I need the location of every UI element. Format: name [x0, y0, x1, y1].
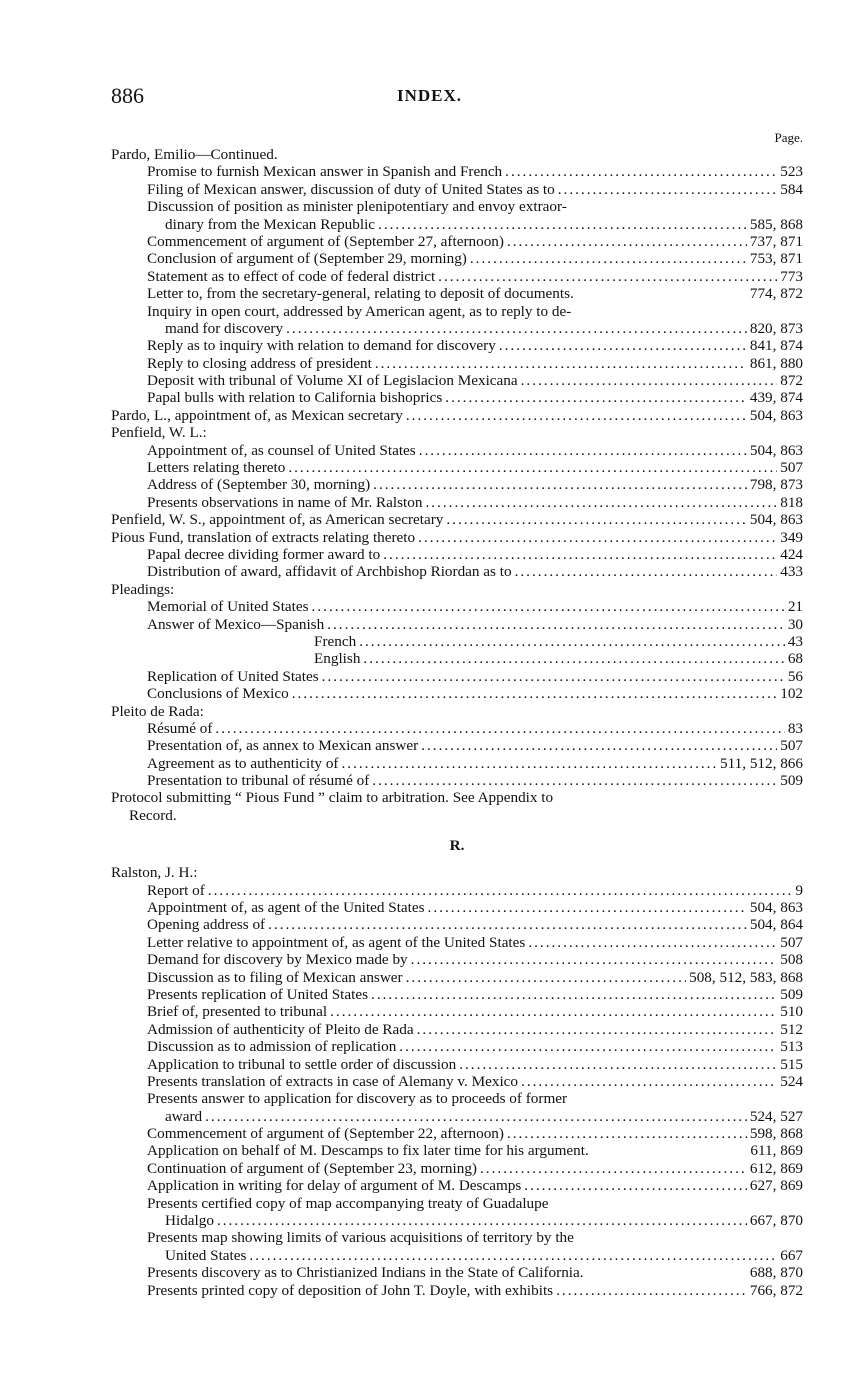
index-entry [111, 1177, 803, 1194]
index-entry [111, 916, 803, 933]
entry-page: 513 [780, 1038, 803, 1056]
entry-page: 439, 874 [749, 389, 803, 407]
leader-dots [521, 1073, 777, 1090]
entry-page: 509 [780, 772, 803, 790]
entry-page: 30 [787, 615, 803, 633]
index-entry [111, 198, 803, 215]
leader-dots [419, 442, 747, 459]
entry-text: Agreement as to authenticity of [147, 754, 339, 772]
leader-dots [470, 250, 747, 267]
index-entry [111, 934, 803, 951]
entry-page: 504, 863 [749, 511, 803, 529]
entry-page: 585, 868 [749, 215, 803, 233]
entry-page: 515 [780, 1055, 803, 1073]
entry-text: Papal bulls with relation to California bishoprics [147, 389, 443, 407]
leader-dots [521, 372, 778, 389]
entry-text: Presents printed copy of deposition of John T. Doyle, with exhibits [147, 1281, 554, 1299]
entry-page: 523 [780, 163, 803, 181]
entry-text: Admission of authenticity of Pleito de Rada [147, 1020, 414, 1038]
entry-page: 511, 512, 866 [720, 754, 803, 772]
index-entry [111, 1108, 803, 1125]
entry-text: Letter relative to appointment of, as agent of the United States [147, 933, 526, 951]
entry-page: 56 [787, 667, 803, 685]
entry-page: 424 [780, 545, 803, 563]
entry-text: Presentation of, as annex to Mexican answer [147, 737, 419, 755]
entry-page: 507 [780, 459, 803, 477]
leader-dots [558, 181, 778, 198]
leader-dots [515, 563, 778, 580]
index-entry [111, 668, 803, 685]
index-entry [111, 1056, 803, 1073]
index-entry [111, 529, 803, 546]
index-entry [111, 969, 803, 986]
index-entry [111, 546, 803, 563]
entry-text: Deposit with tribunal of Volume XI of Legislacion Mexicana [147, 372, 518, 390]
entry-text: Presents map showing limits of various acquisitions of territory by the [147, 1229, 574, 1247]
index-entry [111, 233, 803, 250]
entry-page: 753, 871 [749, 250, 803, 268]
entry-page: 841, 874 [749, 337, 803, 355]
entry-text: Commencement of argument of (September 27, afternoon) [147, 232, 504, 250]
index-entry [111, 494, 803, 511]
leader-dots [312, 598, 785, 615]
leader-dots [528, 934, 777, 951]
entry-text: Application to tribunal to settle order of discussion [147, 1055, 457, 1073]
index-entry [111, 320, 803, 337]
entry-page: 509 [780, 985, 803, 1003]
index-list-r [111, 864, 803, 1299]
index-entry [111, 616, 803, 633]
index-entry [111, 146, 803, 163]
entry-text: Presents answer to application for discovery as to proceeds of former [147, 1090, 568, 1108]
entry-text: Demand for discovery by Mexico made by [147, 951, 408, 969]
entry-text: Penfield, W. L.: [111, 424, 207, 442]
entry-text: Memorial of United States [147, 598, 309, 616]
leader-dots [418, 529, 777, 546]
index-entry [111, 1038, 803, 1055]
entry-page: 507 [780, 933, 803, 951]
index-entry [111, 1142, 803, 1159]
leader-dots [446, 511, 746, 528]
index-entry [111, 772, 803, 789]
index-entry [111, 163, 803, 180]
entry-page: 102 [780, 685, 803, 703]
leader-dots [322, 668, 785, 685]
entry-page: 9 [795, 881, 803, 899]
entry-text: dinary from the Mexican Republic [165, 215, 376, 233]
entry-page: 508, 512, 583, 868 [689, 968, 803, 986]
leader-dots [399, 1038, 777, 1055]
entry-text: Pious Fund, translation of extracts relating thereto [111, 528, 416, 546]
leader-dots [378, 216, 747, 233]
index-list-p [111, 146, 803, 824]
index-entry [111, 303, 803, 320]
index-entry [111, 650, 803, 667]
entry-page: 774, 872 [749, 285, 803, 303]
entry-page: 737, 871 [749, 232, 803, 250]
leader-dots [417, 1021, 778, 1038]
entry-text: Filing of Mexican answer, discussion of duty of United States as to [147, 180, 555, 198]
entry-page: 872 [780, 372, 803, 390]
index-entry [111, 1195, 803, 1212]
leader-dots [507, 1125, 747, 1142]
leader-dots [268, 916, 747, 933]
leader-dots [217, 1212, 747, 1229]
entry-page: 524, 527 [749, 1107, 803, 1125]
entry-page: 349 [780, 528, 803, 546]
entry-text: mand for discovery [165, 319, 284, 337]
entry-text: Presents observations in name of Mr. Ralston [147, 493, 423, 511]
entry-page: 584 [780, 180, 803, 198]
entry-text: Record. [129, 806, 177, 824]
leader-dots [556, 1282, 747, 1299]
index-entry [111, 442, 803, 459]
index-body [111, 146, 803, 1299]
entry-text: Penfield, W. S., appointment of, as American secretary [111, 511, 444, 529]
leader-dots [507, 233, 747, 250]
leader-dots [288, 459, 777, 476]
entry-text: Appointment of, as agent of the United States [147, 899, 425, 917]
index-entry [111, 424, 803, 441]
entry-text: Presents certified copy of map accompanying treaty of Guadalupe [147, 1194, 549, 1212]
index-entry [111, 703, 803, 720]
leader-dots [205, 1108, 747, 1125]
entry-page: 627, 869 [749, 1177, 803, 1195]
entry-text: United States [165, 1246, 247, 1264]
entry-page: 611, 869 [750, 1142, 803, 1160]
entry-text: Discussion of position as minister plenipotentiary and envoy extraor- [147, 198, 567, 216]
index-entry [111, 1125, 803, 1142]
index-entry [111, 1090, 803, 1107]
index-entry [111, 285, 803, 302]
leader-dots [327, 616, 785, 633]
entry-page: 798, 873 [749, 476, 803, 494]
entry-page: 667 [780, 1246, 803, 1264]
index-entry [111, 476, 803, 493]
entry-page: 612, 869 [749, 1159, 803, 1177]
entry-text: Ralston, J. H.: [111, 864, 198, 882]
leader-dots [330, 1003, 777, 1020]
leader-dots [286, 320, 747, 337]
entry-text: Discussion as to filing of Mexican answer [147, 968, 403, 986]
index-entry [111, 355, 803, 372]
entry-page: 508 [780, 951, 803, 969]
page-number: 886 [111, 83, 144, 108]
index-entry [111, 882, 803, 899]
entry-text: Continuation of argument of (September 23, morning) [147, 1159, 477, 1177]
index-entry [111, 337, 803, 354]
index-entry [111, 1160, 803, 1177]
entry-text: Résumé of [147, 719, 213, 737]
section-letter: R. [449, 837, 465, 855]
entry-page: 504, 863 [749, 441, 803, 459]
index-entry [111, 720, 803, 737]
entry-text: Reply to closing address of president [147, 354, 372, 372]
index-entry [111, 216, 803, 233]
entry-text: Appointment of, as counsel of United States [147, 441, 416, 459]
entry-text: Presents replication of United States [147, 985, 369, 1003]
index-entry [111, 1229, 803, 1246]
index-entry [111, 1212, 803, 1229]
entry-page: 83 [787, 719, 803, 737]
entry-page: 773 [780, 267, 803, 285]
entry-text: Presents discovery as to Christianized Indians in the State of California. [147, 1264, 584, 1282]
index-entry [111, 1247, 803, 1264]
leader-dots [363, 650, 784, 667]
entry-page: 510 [780, 1003, 803, 1021]
entry-text: Conclusions of Mexico [147, 685, 289, 703]
index-entry [111, 407, 803, 424]
index-entry [111, 633, 803, 650]
leader-dots [383, 546, 777, 563]
entry-text: English [314, 650, 361, 668]
entry-page: 667, 870 [749, 1212, 803, 1230]
entry-text: Replication of United States [147, 667, 319, 685]
entry-text: Application in writing for delay of argument of M. Descamps [147, 1177, 522, 1195]
entry-text: Distribution of award, affidavit of Archbishop Riordan as to [147, 563, 512, 581]
entry-page: 507 [780, 737, 803, 755]
entry-text: Report of [147, 881, 205, 899]
leader-dots [428, 899, 747, 916]
leader-dots [524, 1177, 747, 1194]
entry-text: Pleadings: [111, 580, 175, 598]
entry-page: 820, 873 [749, 319, 803, 337]
entry-page: 598, 868 [749, 1125, 803, 1143]
index-entry [111, 986, 803, 1003]
index-entry [111, 268, 803, 285]
entry-text: French [314, 632, 357, 650]
entry-text: Discussion as to admission of replication [147, 1038, 397, 1056]
entry-text: Letter to, from the secretary-general, relating to deposit of documents. [147, 285, 574, 303]
entry-page: 861, 880 [749, 354, 803, 372]
entry-text: Application on behalf of M. Descamps to fix later time for his argument. [147, 1142, 589, 1160]
entry-text: Reply as to inquiry with relation to demand for discovery [147, 337, 496, 355]
leader-dots [359, 633, 785, 650]
entry-text: Papal decree dividing former award to [147, 545, 381, 563]
index-entry [111, 181, 803, 198]
entry-text: Address of (September 30, morning) [147, 476, 371, 494]
entry-text: Promise to furnish Mexican answer in Spanish and French [147, 163, 503, 181]
leader-dots [459, 1056, 777, 1073]
entry-text: Pardo, Emilio—Continued. [111, 146, 278, 163]
entry-text: Hidalgo [165, 1212, 214, 1230]
index-entry [111, 1073, 803, 1090]
index-entry [111, 1021, 803, 1038]
entry-text: Presentation to tribunal of résumé of [147, 772, 370, 790]
entry-text: Answer of Mexico—Spanish [147, 615, 325, 633]
leader-dots [375, 355, 747, 372]
index-entry [111, 372, 803, 389]
index-entry [111, 250, 803, 267]
leader-dots [372, 772, 777, 789]
index-entry [111, 511, 803, 528]
leader-dots [341, 755, 717, 772]
leader-dots [505, 163, 777, 180]
entry-page: 68 [787, 650, 803, 668]
index-entry [111, 899, 803, 916]
leader-dots [406, 407, 747, 424]
index-entry [111, 581, 803, 598]
entry-page: 524 [780, 1072, 803, 1090]
entry-text: Protocol submitting “ Pious Fund ” claim to arbitration. See Appendix to [111, 789, 554, 807]
entry-text: award [165, 1107, 203, 1125]
entry-page: 766, 872 [749, 1281, 803, 1299]
entry-page: 512 [780, 1020, 803, 1038]
entry-page: 504, 863 [749, 899, 803, 917]
index-entry [111, 598, 803, 615]
leader-dots [208, 882, 793, 899]
entry-page: 433 [780, 563, 803, 581]
index-entry [111, 389, 803, 406]
entry-page: 504, 863 [749, 406, 803, 424]
index-entry [111, 563, 803, 580]
leader-dots [499, 337, 747, 354]
page-column-header: Page. [774, 130, 803, 145]
entry-page: 43 [787, 632, 803, 650]
index-entry [111, 1003, 803, 1020]
page-title: INDEX. [396, 86, 463, 105]
entry-text: Opening address of [147, 916, 266, 934]
leader-dots [445, 389, 747, 406]
entry-text: Pleito de Rada: [111, 702, 204, 720]
entry-text: Commencement of argument of (September 22, afternoon) [147, 1125, 504, 1143]
entry-text: Brief of, presented to tribunal [147, 1003, 328, 1021]
index-entry [111, 737, 803, 754]
index-entry [111, 789, 803, 806]
entry-text: Pardo, L., appointment of, as Mexican secretary [111, 406, 403, 424]
index-entry [111, 1264, 803, 1281]
index-entry [111, 755, 803, 772]
index-entry [111, 1282, 803, 1299]
entry-page: 688, 870 [749, 1264, 803, 1282]
leader-dots [480, 1160, 747, 1177]
entry-text: Conclusion of argument of (September 29, morning) [147, 250, 467, 268]
index-entry [111, 685, 803, 702]
leader-dots [438, 268, 777, 285]
leader-dots [421, 737, 777, 754]
entry-page: 504, 864 [749, 916, 803, 934]
index-entry [111, 951, 803, 968]
leader-dots [373, 476, 747, 493]
entry-text: Inquiry in open court, addressed by American agent, as to reply to de- [147, 302, 572, 320]
leader-dots [215, 720, 784, 737]
entry-text: Statement as to effect of code of federal district [147, 267, 436, 285]
leader-dots [425, 494, 777, 511]
leader-dots [411, 951, 778, 968]
leader-dots [292, 685, 777, 702]
leader-dots [371, 986, 777, 1003]
entry-text: Presents translation of extracts in case of Alemany v. Mexico [147, 1072, 519, 1090]
entry-text: Letters relating thereto [147, 459, 286, 477]
leader-dots [249, 1247, 777, 1264]
entry-page: 21 [787, 598, 803, 616]
index-entry [111, 807, 803, 824]
leader-dots [406, 969, 686, 986]
index-entry [111, 864, 803, 881]
index-entry [111, 459, 803, 476]
entry-page: 818 [780, 493, 803, 511]
